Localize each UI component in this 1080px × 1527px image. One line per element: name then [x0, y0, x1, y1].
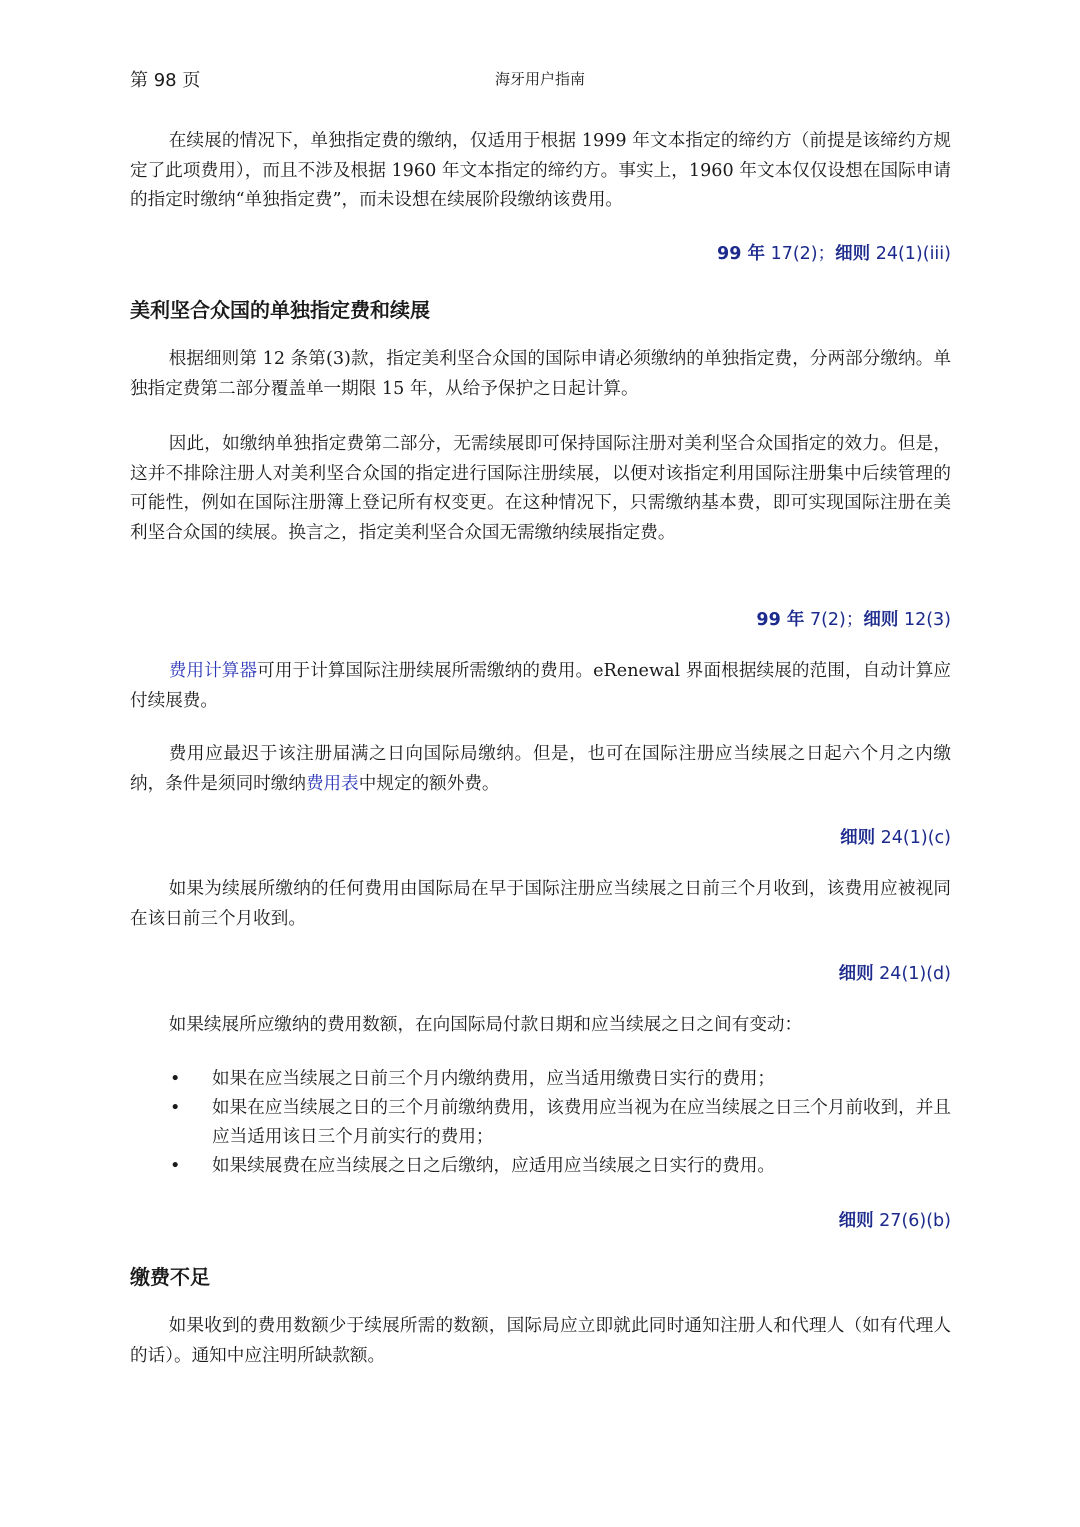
paragraph-insufficient-fee: 如果收到的费用数额少于续展所需的数额，国际局应立即就此同时通知注册人和代理人（如有代理人的话）。通知中应注明所缺款额。 [130, 1316, 951, 1366]
page-number: 第 98 页 [130, 70, 201, 91]
list-item-text: 如果续展费在应当续展之日之后缴纳，应适用应当续展之日实行的费用。 [212, 1156, 776, 1176]
paragraph-us-fee-parts: 根据细则第 12 条第(3)款，指定美利坚合众国的国际申请必须缴纳的单独指定费，分两部分缴纳。单独指定费第二部分覆盖单一期限 15 年，从给予保护之日起计算。 [130, 349, 951, 399]
paragraph-fee-calculator [130, 657, 951, 716]
legal-reference [840, 824, 951, 849]
paragraph-text: 可用于计算国际注册续展所需缴纳的费用。eRenewal 界面根据续展的范围，自动计算应付续展费。 [130, 661, 951, 711]
paragraph-early-payment: 如果为续展所缴纳的任何费用由国际局在早于国际注册应当续展之日前三个月收到，该费用应被视同在该日前三个月收到。 [130, 879, 951, 929]
fee-calculator-link[interactable]: 费用计算器 [168, 661, 258, 681]
ref-label: 细则 [840, 828, 876, 848]
ref-text: 24(1)(c) [875, 828, 951, 848]
ref-label: 细则 [838, 964, 874, 984]
bullet-icon: • [170, 1156, 181, 1176]
paragraph-text: 中规定的额外费。 [358, 773, 500, 794]
paragraph-us-renewal: 因此，如缴纳单独指定费第二部分，无需续展即可保持国际注册对美利坚合众国指定的效力。但是，这并不排除注册人对美利坚合众国的指定进行国际注册续展，以便对该指定利用国际注册集中后续管理的可能性，例如在国际注册簿上登记所有权变更。在这种情况下，只需缴纳基本费，即可实现国际注册在美利坚合众国的续展。换言之，指定美利坚合众国无需缴纳续展指定费。 [130, 434, 951, 543]
ref-label: 细则 [863, 610, 899, 630]
legal-reference [717, 240, 951, 265]
paragraph-payment-deadline [130, 740, 951, 799]
list-item [130, 1094, 951, 1152]
ref-text: 24(1)(d) [873, 964, 951, 984]
ref-label: 99 年 [717, 244, 765, 264]
paragraph-fee-change: 如果续展所应缴纳的费用数额，在向国际局付款日期和应当续展之日之间有变动： [168, 1015, 803, 1035]
list-item [130, 1065, 951, 1094]
running-header-title: 海牙用户指南 [494, 70, 585, 88]
legal-reference [756, 606, 951, 631]
ref-label: 99 年 [756, 610, 805, 630]
paragraph-text: 费用应最迟于该注册届满之日向国际局缴纳。但是，也可在国际注册应当续展之日起六个月之内缴纳，条件是须同时缴纳 [130, 744, 951, 794]
section-heading: 缴费不足 [130, 1265, 210, 1289]
bullet-icon: • [170, 1069, 181, 1089]
ref-label: 细则 [838, 1211, 874, 1231]
bullet-icon: • [170, 1098, 181, 1118]
ref-label: 细则 [835, 244, 871, 264]
ref-text: 7(2)； [804, 610, 864, 630]
ref-text: 24(1)(iii) [870, 244, 951, 264]
fee-rules-list [130, 1065, 951, 1181]
ref-text: 27(6)(b) [873, 1211, 951, 1231]
ref-text: 17(2)； [765, 244, 836, 264]
list-item [130, 1152, 951, 1181]
legal-reference [839, 1207, 951, 1232]
list-item-text: 如果在应当续展之日前三个月内缴纳费用，应当适用缴费日实行的费用； [212, 1069, 776, 1089]
legal-reference [839, 960, 951, 985]
section-heading: 美利坚合众国的单独指定费和续展 [130, 298, 430, 322]
schedule-of-fees-link[interactable]: 费用表 [305, 773, 359, 794]
paragraph-renewal-designation-fee: 在续展的情况下，单独指定费的缴纳，仅适用于根据 1999 年文本指定的缔约方（前提是该缔约方规定了此项费用），而且不涉及根据 1960 年文本指定的缔约方。事实上，1960 年文本仅仅设想在国际申请的指定时缴纳“单独指定费”，而未设想在续展阶段缴纳该费用。 [130, 131, 951, 210]
list-item-text: 如果在应当续展之日的三个月前缴纳费用，该费用应当视为在应当续展之日三个月前收到，并且应当适用该日三个月前实行的费用； [212, 1098, 951, 1147]
ref-text: 12(3) [898, 610, 951, 630]
